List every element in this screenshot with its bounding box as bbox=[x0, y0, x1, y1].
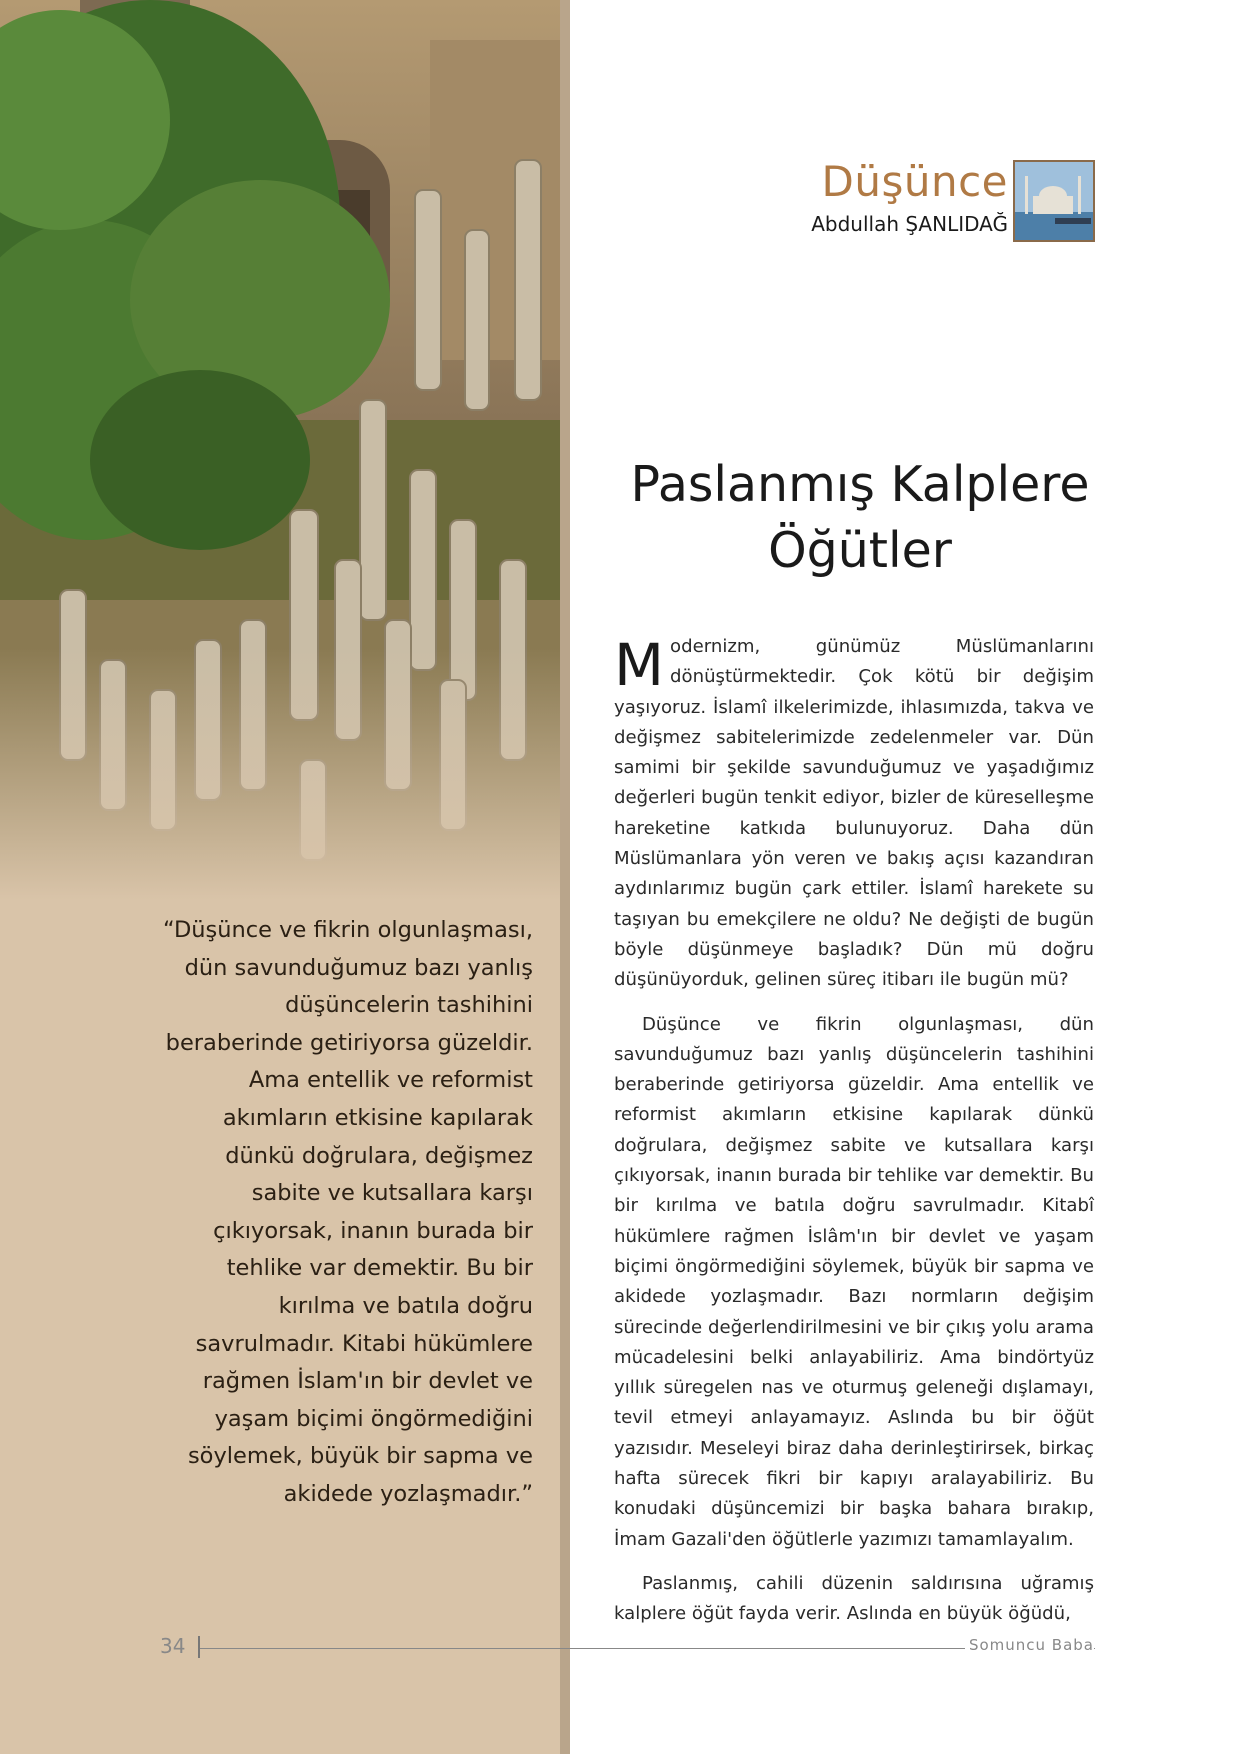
article-title-line-1: Paslanmış Kalplere bbox=[630, 456, 1090, 513]
magazine-name: Somuncu Baba bbox=[965, 1636, 1094, 1654]
left-image-panel bbox=[0, 0, 560, 1754]
paragraph-1 bbox=[614, 632, 1094, 996]
cemetery-photo bbox=[0, 0, 560, 900]
paragraph-1-text: odernizm, günümüz Müslümanlarını dönüştürmektedir. Çok kötü bir değişim yaşıyoruz. İslamî ilkelerimizde, ihlasımızda, takva ve değişmez sabitelerimizde zedelenmeler var. Dün samimi bir şekilde savunduğumuz ve yaşadığımız değerleri bugün tenkit ediyor, bizler de küreselleşme hareketine katkıda bulunuyoruz. Daha dün Müslümanlara yön veren ve bakış açısı kazandıran aydınlarımız bugün çark ettiler. İslamî harekete su taşıyan bu emekçilere ne oldu? Ne değişti de bugün böyle düşünmeye başladık? Dün mü doğru düşünüyorduk, gelinen süreç itibarı ile bugün mü? bbox=[614, 636, 1094, 991]
article-title-line-2: Öğütler bbox=[768, 522, 952, 579]
article-body bbox=[614, 632, 1094, 1644]
mosque-thumbnail-image bbox=[1013, 160, 1095, 242]
footer-tick bbox=[198, 1636, 200, 1658]
author-name: Abdullah ŞANLIDAĞ bbox=[811, 212, 1008, 236]
pull-quote: “Düşünce ve fikrin olgunlaşması, dün savunduğumuz bazı yanlış düşüncelerin tashihini beraberinde getiriyorsa güzeldir. Ama entellik ve reformist akımların etkisine kapılarak dünkü doğrulara, değişmez sabite ve kutsallara karşı çıkıyorsak, inanın burada bir tehlike var demektir. Bu bir kırılma ve batıla doğru savrulmadır. Kitabi hükümlere rağmen İslam'ın bir devlet ve yaşam biçimi öngörmediğini söylemek, büyük bir sapma ve akidede yozlaşmadır.” bbox=[163, 917, 533, 1507]
column-divider bbox=[560, 0, 570, 1754]
drop-cap: M bbox=[614, 631, 665, 699]
page-number: 34 bbox=[160, 1634, 186, 1658]
paragraph-3: Paslanmış, cahili düzenin saldırısına uğramış kalplere öğüt fayda verir. Aslında en büyük öğüdü, bbox=[614, 1572, 1094, 1625]
footer-rule bbox=[200, 1648, 1095, 1649]
article-title bbox=[600, 452, 1120, 584]
paragraph-2: Düşünce ve fikrin olgunlaşması, dün savunduğumuz bazı yanlış düşüncelerin tashihini beraberinde getiriyorsa güzeldir. Ama entellik ve reformist akımların etkisine kapılarak dünkü doğrulara, değişmez sabite ve kutsallara karşı çıkıyorsak, inanın burada bir tehlike var demektir. Bu bir kırılma ve batıla doğru savrulmadır. Kitabî hükümlere rağmen İslâm'ın bir devlet ve yaşam biçimi öngörmediğini söylemek, büyük bir sapma ve akidede yozlaşmadır. Bazı normların değişim sürecinde değerlendirilmesini ve bir çıkış yolu arama mücadelesini belki anlayabiliriz. Ama bindörtyüz yıllık süregelen nas ve oturmuş geleneği dışlamayı, tevil etmeyi anlayamayız. Aslında bu bir öğüt yazısıdır. Meseleyi biraz daha derinleştirirsek, birkaç hafta sürecek fikri bir kapıyı aralayabiliriz. Bu konudaki düşüncemizi bir başka bahara bırakıp, İmam Gazali'den öğütlerle yazımızı tamamlayalım. bbox=[614, 1013, 1094, 1550]
section-title: Düşünce bbox=[821, 157, 1008, 206]
